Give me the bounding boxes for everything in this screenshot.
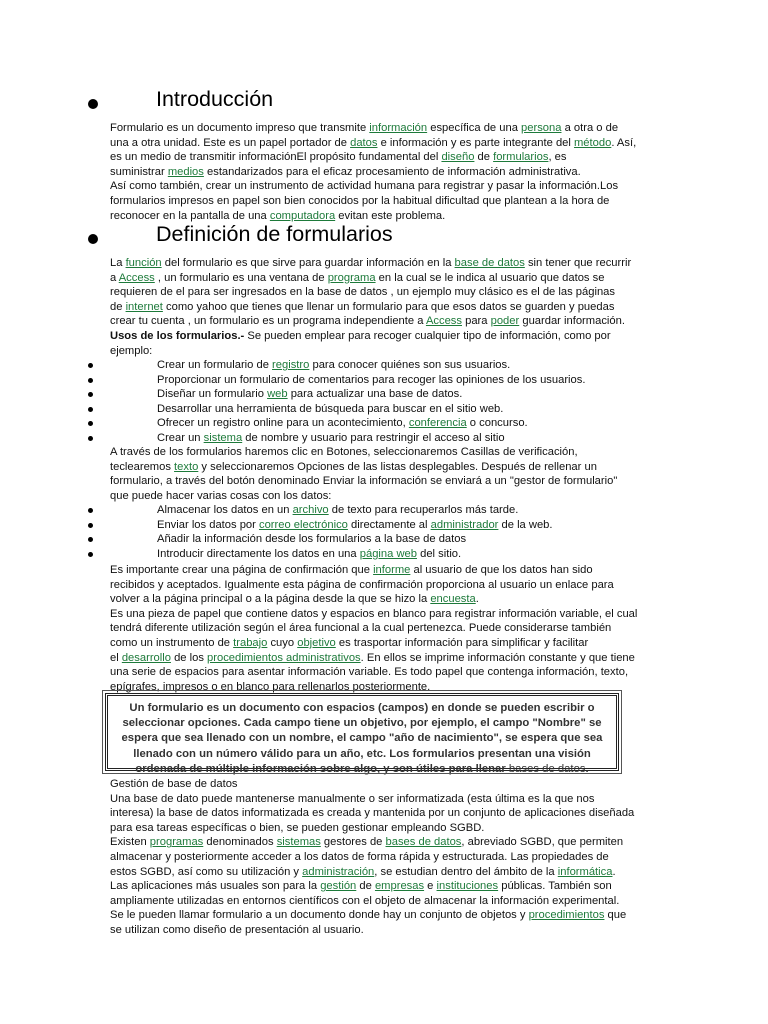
hyperlink[interactable]: empresas	[374, 880, 425, 893]
list-item-text	[157, 431, 505, 446]
text-line	[110, 121, 650, 136]
text-run: Formulario es un documento impreso que transmite	[110, 122, 370, 134]
text-run: interesa) la base de datos informatizada es creada y mantenida por un conjunto de aplicaciones diseñada	[110, 807, 635, 820]
text-run: Se pueden emplear para recoger cualquier tipo de información, como por	[244, 329, 611, 342]
text-run: volver a la página principal o a la página desde la que se hizo la	[110, 593, 431, 606]
text-run: Enviar los datos por	[157, 518, 259, 531]
text-run: Es una pieza de papel que contiene datos y espacios en blanco para registrar información variable, el cual	[110, 607, 638, 620]
text-run: ejemplo:	[110, 344, 153, 357]
text-line	[110, 806, 650, 821]
text-run: Existen	[110, 836, 150, 849]
text-line	[110, 300, 650, 315]
text-line	[110, 894, 650, 909]
text-line	[110, 563, 650, 578]
hyperlink[interactable]: bases de datos	[385, 836, 462, 849]
text-line	[110, 314, 650, 329]
text-run: cuyo	[267, 636, 298, 649]
hyperlink[interactable]: programa	[327, 271, 376, 284]
text-run: a otra o de	[561, 122, 619, 134]
bullet-icon	[88, 552, 93, 557]
text-line	[110, 489, 650, 504]
text-run: estandarizados para el eficaz procesamiento de información administrativa.	[203, 165, 581, 178]
section-title: Introducción	[156, 87, 274, 111]
text-run: almacenar y posteriormente acceder a los datos de forma rápida y estructurada. Las propiedades de	[110, 850, 609, 863]
hyperlink[interactable]: trabajo	[233, 636, 268, 649]
text-line	[110, 271, 650, 286]
hyperlink[interactable]: Access	[425, 315, 462, 328]
hyperlink[interactable]: procedimientos	[528, 909, 605, 922]
text-run: Las aplicaciones más usuales son para la	[110, 880, 321, 893]
bullet-icon	[88, 407, 93, 412]
hyperlink[interactable]: computadora	[269, 209, 336, 222]
definition-callout-box	[105, 693, 619, 775]
text-run: de la web.	[498, 518, 553, 531]
text-run: suministrar	[110, 165, 168, 178]
text-line	[110, 474, 650, 489]
text-line	[110, 179, 650, 194]
text-run: teclearemos	[110, 460, 175, 473]
text-run: , un formulario es una ventana de	[154, 271, 328, 284]
text-run: . Así,	[611, 136, 637, 149]
text-line	[110, 908, 650, 923]
text-run: Proporcionar un formulario de comentarios para recoger las opiniones de los usuarios.	[157, 373, 586, 386]
hyperlink[interactable]: informe	[373, 564, 411, 576]
hyperlink[interactable]: texto	[174, 460, 199, 473]
text-run: A través de los formularios haremos clic en Botones, seleccionaremos Casillas de verificación,	[110, 446, 578, 458]
callout-end: .	[585, 762, 589, 775]
hyperlink[interactable]: correo electrónico	[258, 518, 348, 531]
text-run: es un medio de transmitir informaciónEl propósito fundamental del	[110, 151, 442, 164]
process-paragraph	[110, 445, 650, 503]
list-item-text	[157, 416, 528, 431]
list-item	[0, 518, 768, 533]
text-run: .	[475, 593, 479, 606]
text-run: guardar información.	[519, 315, 625, 328]
text-run: formulario, a través del botón denominado Enviar la información se enviará a un "gestor de formulario"	[110, 475, 618, 488]
text-run: y seleccionaremos Opciones de las listas desplegables. Después de rellenar un	[198, 460, 597, 473]
text-run: Añadir la información desde los formularios a la base de datos	[157, 533, 467, 546]
hyperlink[interactable]: persona	[521, 122, 562, 134]
text-run: ampliamente utilizadas en entornos científicos con el objeto de almacenar la información experimental.	[110, 894, 620, 907]
text-run: recibidos y aceptados. Igualmente esta página de confirmación proporciona al usuario un enlace para	[110, 578, 614, 591]
text-run: Se le pueden llamar formulario a un documento donde hay un conjunto de objetos y	[110, 909, 529, 922]
list-item-text	[157, 373, 585, 388]
text-line	[110, 865, 650, 880]
text-run: es trasportar información para simplificar y facilitar	[335, 636, 589, 649]
list-item	[0, 503, 768, 518]
text-run: de	[474, 151, 494, 164]
text-run: epígrafes, impresos o en blanco para rellenarlos posteriormente.	[110, 680, 431, 693]
hyperlink[interactable]: registro	[272, 359, 310, 371]
text-run: de	[110, 300, 126, 313]
text-run: tendrá diferente utilización según el área funcional a la cual pertenezca. Puede considerarse también	[110, 622, 612, 635]
text-run: , abreviado SGBD, que permiten	[461, 836, 624, 849]
text-line	[110, 194, 650, 209]
text-line	[110, 850, 650, 865]
text-line	[110, 607, 650, 622]
text-line	[110, 136, 650, 151]
hyperlink[interactable]: información	[369, 122, 428, 134]
text-run: de los	[170, 651, 208, 664]
text-run: que	[604, 909, 627, 922]
text-line	[110, 165, 650, 180]
text-line	[110, 592, 650, 607]
hyperlink[interactable]: informática	[557, 865, 613, 878]
text-line	[110, 651, 650, 666]
database-paragraph	[110, 777, 650, 938]
hyperlink[interactable]: administración	[302, 865, 375, 878]
text-run: a	[110, 271, 119, 284]
text-run: e información y es parte integrante del	[377, 136, 574, 149]
text-run: del formulario es que sirve para guardar información en la	[161, 257, 455, 269]
list-item-text	[157, 518, 553, 533]
text-run: directamente al	[347, 518, 431, 531]
text-line	[110, 256, 650, 271]
text-line	[110, 344, 650, 359]
text-run: para conocer quiénes son sus usuarios.	[309, 359, 511, 371]
text-line	[110, 209, 650, 224]
list-item-text	[157, 358, 510, 373]
text-run: Crear un	[157, 432, 204, 444]
hyperlink[interactable]: sistemas	[276, 836, 321, 849]
text-run: crear tu cuenta , un formulario es un programa independiente a	[110, 315, 426, 328]
callout-bold-text: Un formulario es un documento con espacios (campos) en donde se pueden escribir o seleccionar opciones. Cada campo tiene un objetivo, por ejemplo, el campo "Nombre" se espera que sea llenado con un nombre, el campo "año de nacimiento", se espera que sea llenado con un número válido para un año, etc. Los formularios presentan una visión ordenada de múltiple información sobre algo, y son útiles para llenar	[121, 702, 603, 775]
text-run: e	[424, 880, 437, 893]
hyperlink[interactable]: función	[125, 257, 162, 269]
bullet-icon	[88, 392, 93, 397]
text-run: para	[462, 315, 491, 328]
callout-plain-text: bases de datos	[505, 762, 586, 775]
text-run: , es	[548, 151, 567, 164]
text-line	[110, 460, 650, 475]
bullet-icon	[88, 99, 98, 109]
text-run: para esa tareas específicas o bien, se pueden gestionar empleando SGBD.	[110, 821, 485, 834]
text-run: de	[356, 880, 375, 893]
text-run: . En ellos se imprime información constante y que tiene	[360, 651, 635, 664]
hyperlink[interactable]: internet	[125, 300, 163, 313]
text-run: se utilizan como diseño de presentación al usuario.	[110, 923, 364, 936]
text-run: La	[110, 257, 126, 269]
list-item	[0, 358, 768, 373]
bullet-icon	[88, 508, 93, 513]
text-line	[110, 923, 650, 938]
list-item-text	[157, 503, 518, 518]
hyperlink[interactable]: encuesta	[430, 593, 476, 606]
list-item-text	[157, 387, 462, 402]
text-line	[110, 285, 650, 300]
hyperlink[interactable]: objetivo	[297, 636, 336, 649]
text-line	[110, 445, 650, 460]
list-item	[0, 547, 768, 562]
text-run: reconocer en la pantalla de una	[110, 209, 270, 222]
text-run: evitan este problema.	[335, 209, 446, 222]
list-item	[0, 373, 768, 388]
text-line	[110, 665, 650, 680]
text-line	[110, 835, 650, 850]
text-run: o concurso.	[466, 417, 528, 430]
list-item	[0, 416, 768, 431]
text-run: una serie de espacios para asentar información variable. Es todo papel que contenga información, texto,	[110, 666, 629, 679]
text-run: formularios impresos en papel son bien conocidos por la habitual dificultad que plantean a la hora de	[110, 194, 610, 207]
list-item	[0, 387, 768, 402]
text-run: .	[612, 865, 616, 878]
hyperlink[interactable]: datos	[350, 136, 378, 149]
text-line	[110, 636, 650, 651]
list-item	[0, 532, 768, 547]
text-run: Es importante crear una página de confirmación que	[110, 564, 374, 576]
text-run: como yahoo que tienes que llenar un formulario para que esos datos se guarden y puedas	[162, 300, 615, 313]
text-run: en la cual se le indica al usuario que datos se	[375, 271, 605, 284]
text-run: específica de una	[427, 122, 522, 134]
hyperlink[interactable]: sistema	[203, 432, 243, 444]
text-line	[110, 329, 650, 344]
bullet-icon	[88, 234, 98, 244]
text-line	[110, 777, 650, 792]
text-line	[110, 621, 650, 636]
text-run: Ofrecer un registro online para un acontecimiento,	[157, 417, 409, 430]
text-run: al usuario de que los datos han sido	[410, 564, 593, 576]
text-run: públicas. También son	[498, 880, 612, 893]
definition-paragraph	[110, 256, 650, 358]
hyperlink[interactable]: Access	[118, 271, 155, 284]
text-line	[110, 821, 650, 836]
hyperlink[interactable]: administrador	[430, 518, 499, 531]
text-run: sin tener que recurrir	[524, 257, 632, 269]
bold-text: Usos de los formularios.-	[110, 329, 245, 342]
hyperlink[interactable]: base de datos	[454, 257, 525, 269]
hyperlink[interactable]: poder	[490, 315, 520, 328]
text-run: de texto para recuperarlos más tarde.	[328, 504, 519, 516]
hyperlink[interactable]: diseño	[441, 151, 475, 164]
bullet-icon	[88, 436, 93, 441]
bullet-icon	[88, 378, 93, 383]
text-run: Almacenar los datos en un	[157, 504, 293, 516]
bullet-icon	[88, 537, 93, 542]
text-run: una a otra unidad. Este es un papel portador de	[110, 136, 351, 149]
text-run: Crear un formulario de	[157, 359, 273, 371]
text-line	[110, 879, 650, 894]
hyperlink[interactable]: procedimientos administrativos	[207, 651, 361, 664]
text-run: requieren de el para ser ingresados en la base de datos , un ejemplo muy clásico es el de las páginas	[110, 286, 615, 299]
text-run: que puede hacer varias cosas con los datos:	[110, 489, 332, 502]
hyperlink[interactable]: programas	[149, 836, 204, 849]
text-line	[110, 578, 650, 593]
list-item	[0, 431, 768, 446]
text-line	[110, 150, 650, 165]
list-item-text	[157, 532, 466, 547]
hyperlink[interactable]: web	[267, 388, 288, 401]
text-run: Gestión de base de datos	[110, 778, 238, 790]
bullet-icon	[88, 363, 93, 368]
list-item-text	[157, 547, 461, 562]
text-run: el	[110, 651, 122, 664]
text-run: de nombre y usuario para restringir el acceso al sitio	[242, 432, 505, 444]
text-run: Diseñar un formulario	[157, 388, 268, 401]
hyperlink[interactable]: instituciones	[436, 880, 499, 893]
text-run: del sitio.	[416, 547, 462, 560]
intro-paragraph	[110, 121, 650, 223]
list-item-text	[157, 402, 503, 417]
hyperlink[interactable]: conferencia	[408, 417, 467, 430]
text-run: estos SGBD, así como su utilización y	[110, 865, 303, 878]
hyperlink[interactable]: página web	[359, 547, 417, 560]
text-run: Desarrollar una herramienta de búsqueda para buscar en el sitio web.	[157, 402, 504, 415]
text-run: gestores de	[320, 836, 386, 849]
text-run: Así como también, crear un instrumento de actividad humana para registrar y pasar la información.Los	[110, 180, 619, 193]
list-item	[0, 402, 768, 417]
confirmation-paragraph	[110, 563, 650, 694]
bullet-icon	[88, 421, 93, 426]
hyperlink[interactable]: método	[573, 136, 612, 149]
text-run: para actualizar una base de datos.	[287, 388, 463, 401]
hyperlink[interactable]: medios	[167, 165, 204, 178]
text-run: Una base de dato puede mantenerse manualmente o ser informatizada (esta última es la que nos	[110, 792, 595, 805]
hyperlink[interactable]: archivo	[292, 504, 329, 516]
text-run: denominados	[203, 836, 277, 849]
bullet-icon	[88, 523, 93, 528]
section-title: Definición de formularios	[156, 222, 393, 246]
text-run: , se estudian dentro del ámbito de la	[374, 865, 558, 878]
text-line	[110, 792, 650, 807]
hyperlink[interactable]: gestión	[320, 880, 357, 893]
hyperlink[interactable]: desarrollo	[121, 651, 171, 664]
hyperlink[interactable]: formularios	[493, 151, 549, 164]
text-run: como un instrumento de	[110, 636, 234, 649]
text-run: Introducir directamente los datos en una	[157, 547, 360, 560]
